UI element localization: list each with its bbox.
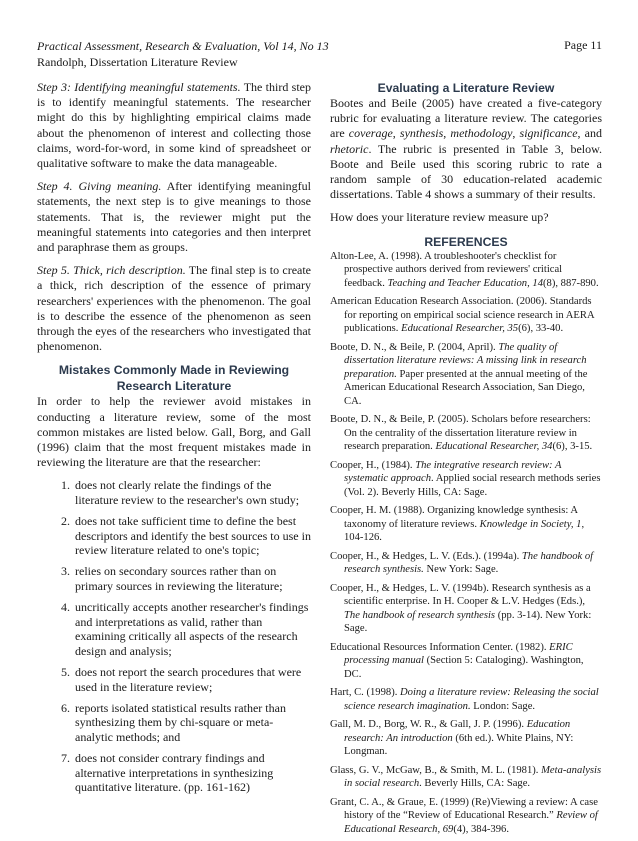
reference-source: The handbook of research synthesis. — [344, 550, 594, 576]
journal-citation: Practical Assessment, Research & Evaluation, Vol 14, No 13 — [37, 39, 329, 53]
category-synthesis: synthesis — [399, 126, 444, 141]
reference-text: Gall, M. D., Borg, W. R., & Gall, J. P. (1996). — [330, 719, 527, 731]
list-item: 1. does not clearly relate the findings of the literature review to the researcher's own study; — [73, 478, 311, 507]
reference-text: Cooper, H. M. (1988). Organizing knowledge synthesis: A taxonomy of literature reviews. — [330, 505, 578, 530]
reference-source: Education research: An introduction — [344, 719, 571, 744]
reference-entry — [330, 718, 602, 759]
reference-text: (8), 887-890. — [543, 277, 599, 289]
reference-entry — [330, 459, 602, 500]
reference-text: (4), 384-396. — [453, 823, 509, 835]
reference-text: Educational Resources Information Center. (1982). — [330, 641, 550, 653]
reference-text: Alton-Lee, A. (1998). A troubleshooter's checklist for prospective authors derived from reviewers' critical feedback. — [330, 250, 563, 289]
eval-sep: , — [392, 126, 400, 141]
references-heading: REFERENCES — [424, 234, 508, 249]
evaluating-paragraph — [330, 96, 602, 202]
reference-text: Cooper, H., & Hedges, L. V. (Eds.). (1994a). — [330, 550, 522, 562]
reference-text: Boote, D. N., & Beile, P. (2005). Scholars before researchers: On the centrality of the dissertation literature review in research preparation. — [330, 414, 591, 453]
reference-text: , 104-126. — [344, 518, 585, 544]
step-3-text: The third step is to identify meaningful statements. The researcher might do this by highlighting empirical claims made about the phenomenon of interest and collecting those claims, word-for-word, in some kind of spreadsheet or qualitative software to make the data manageable. — [37, 80, 311, 171]
list-item: 6. reports isolated statistical results rather than synthesizing them by chi-square or meta-analytic methods; and — [73, 701, 311, 745]
list-item: 2. does not take sufficient time to define the best descriptors and identify the best sources to use in review literature related to one's topic; — [73, 514, 311, 558]
reference-text: New York: Sage. — [423, 564, 499, 576]
reference-entry — [330, 295, 602, 336]
eval-text-2: . The rubric is presented in Table 3, below. Boote and Beile used this scoring rubric to rate a random sample of 30 education-related academic dissertations. Table 4 shows a summary of their results. — [330, 141, 602, 202]
mistakes-list — [37, 478, 311, 794]
reference-entry — [330, 413, 602, 454]
reference-text: (6), 3-15. — [552, 441, 593, 453]
reference-text: Grant, C. A., & Graue, E. (1999) (Re)Viewing a review: A case history of the “Review of Educational Research.” — [330, 796, 598, 822]
page-number: Page 11 — [564, 38, 602, 52]
list-item: 3. relies on secondary sources rather than on primary sources in reviewing the literature; — [73, 564, 311, 593]
step-3-paragraph — [37, 80, 311, 171]
reference-source: The integrative research review: A systematic approach — [344, 459, 562, 485]
references-list — [330, 250, 602, 837]
list-item: 4. uncritically accepts another researcher's findings and interpretations as valid, rather than examining critically all aspects of the research design and analysis; — [73, 600, 311, 658]
list-item: 5. does not report the search procedures that were used in the literature review; — [73, 665, 311, 694]
reference-text: (6), 33-40. — [518, 323, 564, 335]
reference-text: Cooper, H., (1984). — [330, 459, 416, 471]
category-coverage: coverage — [348, 126, 393, 141]
reference-source: Educational Researcher, 35 — [401, 323, 519, 335]
category-methodology: methodology — [450, 126, 513, 141]
reference-entry — [330, 504, 602, 545]
reference-text: . Applied social research methods series (Vol. 2). Beverly Hills, CA: Sage. — [344, 473, 601, 498]
category-rhetoric: rhetoric — [330, 141, 369, 156]
reference-source: The quality of dissertation literature reviews: A missing link in research preparation. — [344, 341, 587, 380]
reference-source: Meta-analysis in social research — [344, 764, 602, 790]
reference-text: Boote, D. N., & Beile, P. (2004, April). — [330, 341, 499, 353]
reference-source: Teaching and Teacher Education, 14 — [387, 277, 543, 289]
author-title: Randolph, Dissertation Literature Review — [37, 55, 238, 69]
reference-source: Review of Educational Research, 69 — [344, 810, 598, 835]
reference-text: Paper presented at the annual meeting of the American Educational Research Association, San Diego, CA. — [344, 368, 588, 407]
reference-text: Hart, C. (1998). — [330, 687, 401, 699]
eval-sep: , — [512, 126, 520, 141]
measure-question: How does your literature review measure up? — [330, 210, 549, 225]
running-header — [37, 38, 457, 70]
reference-text: American Education Research Association. (2006). Standards for reporting on empirical social science research in AERA publications. — [330, 296, 595, 335]
reference-source: ERIC processing manual — [344, 641, 573, 667]
reference-source: Educational Researcher, 34 — [435, 441, 553, 453]
reference-text: (6th ed.). White Plains, NY: Longman. — [344, 732, 574, 758]
step-5-paragraph — [37, 263, 311, 354]
reference-entry — [330, 796, 602, 837]
reference-entry — [330, 250, 602, 291]
reference-entry — [330, 550, 602, 577]
reference-text: . Beverly Hills, CA: Sage. — [419, 778, 531, 790]
reference-entry — [330, 341, 602, 409]
eval-sep: , and — [577, 126, 602, 141]
right-column — [330, 80, 602, 841]
reference-text: London: Sage. — [470, 700, 536, 712]
step-4-lead: Step 4. Giving meaning. — [37, 179, 162, 194]
reference-text: (pp. 3-14). New York: Sage. — [344, 609, 592, 635]
mistakes-heading: Mistakes Commonly Made in Reviewing Research Literature — [58, 363, 290, 394]
category-significance: significance — [519, 126, 578, 141]
step-4-paragraph — [37, 179, 311, 255]
evaluating-heading: Evaluating a Literature Review — [377, 81, 555, 95]
left-column — [37, 80, 311, 801]
reference-text: Cooper, H., & Hedges, L. V. (1994b). Research synthesis as a scientific enterprise. In H. Cooper & L.V. Hedges (Eds.), — [330, 582, 591, 608]
step-5-text: The final step is to create a thick, rich description of the essence of primary researchers' experiences with the phenomenon. The goal is to describe the essence of the phenomenon as seen through the eyes of the researchers who investigated that phenomenon. — [37, 263, 312, 354]
reference-text: (Section 5: Cataloging). Washington, DC. — [344, 655, 584, 680]
reference-entry — [330, 686, 602, 713]
step-4-text: After identifying meaningful statements, the next step is to give meanings to those statements. That is, the reviewer might put the meaningful statements into categories and then interpret and paraphrase them as groups. — [37, 179, 311, 255]
mistakes-intro: In order to help the reviewer avoid mistakes in conducting a literature review, some of the most common mistakes are listed below. Gall, Borg, and Gall (1996) claim that the most frequent mistakes made in reviewing the literature are that the researcher: — [37, 394, 311, 470]
eval-sep: , — [443, 126, 451, 141]
step-3-lead: Step 3: Identifying meaningful statements. — [37, 80, 241, 94]
reference-source: The handbook of research synthesis — [344, 609, 496, 621]
reference-source: Knowledge in Society, 1 — [479, 518, 582, 530]
list-item: 7. does not consider contrary findings and alternative interpretations in synthesizing quantitative literature. (pp. 161-162) — [73, 751, 311, 795]
reference-entry — [330, 764, 602, 791]
reference-entry — [330, 582, 602, 636]
reference-text: Glass, G. V., McGaw, B., & Smith, M. L. (1981). — [330, 764, 542, 776]
reference-entry — [330, 641, 602, 682]
eval-text-1: Bootes and Beile (2005) have created a five-category rubric for evaluating a literature review. The categories are — [330, 96, 602, 141]
step-5-lead: Step 5. Thick, rich description. — [37, 263, 186, 278]
reference-source: Doing a literature review: Releasing the social science research imagination. — [344, 687, 599, 712]
